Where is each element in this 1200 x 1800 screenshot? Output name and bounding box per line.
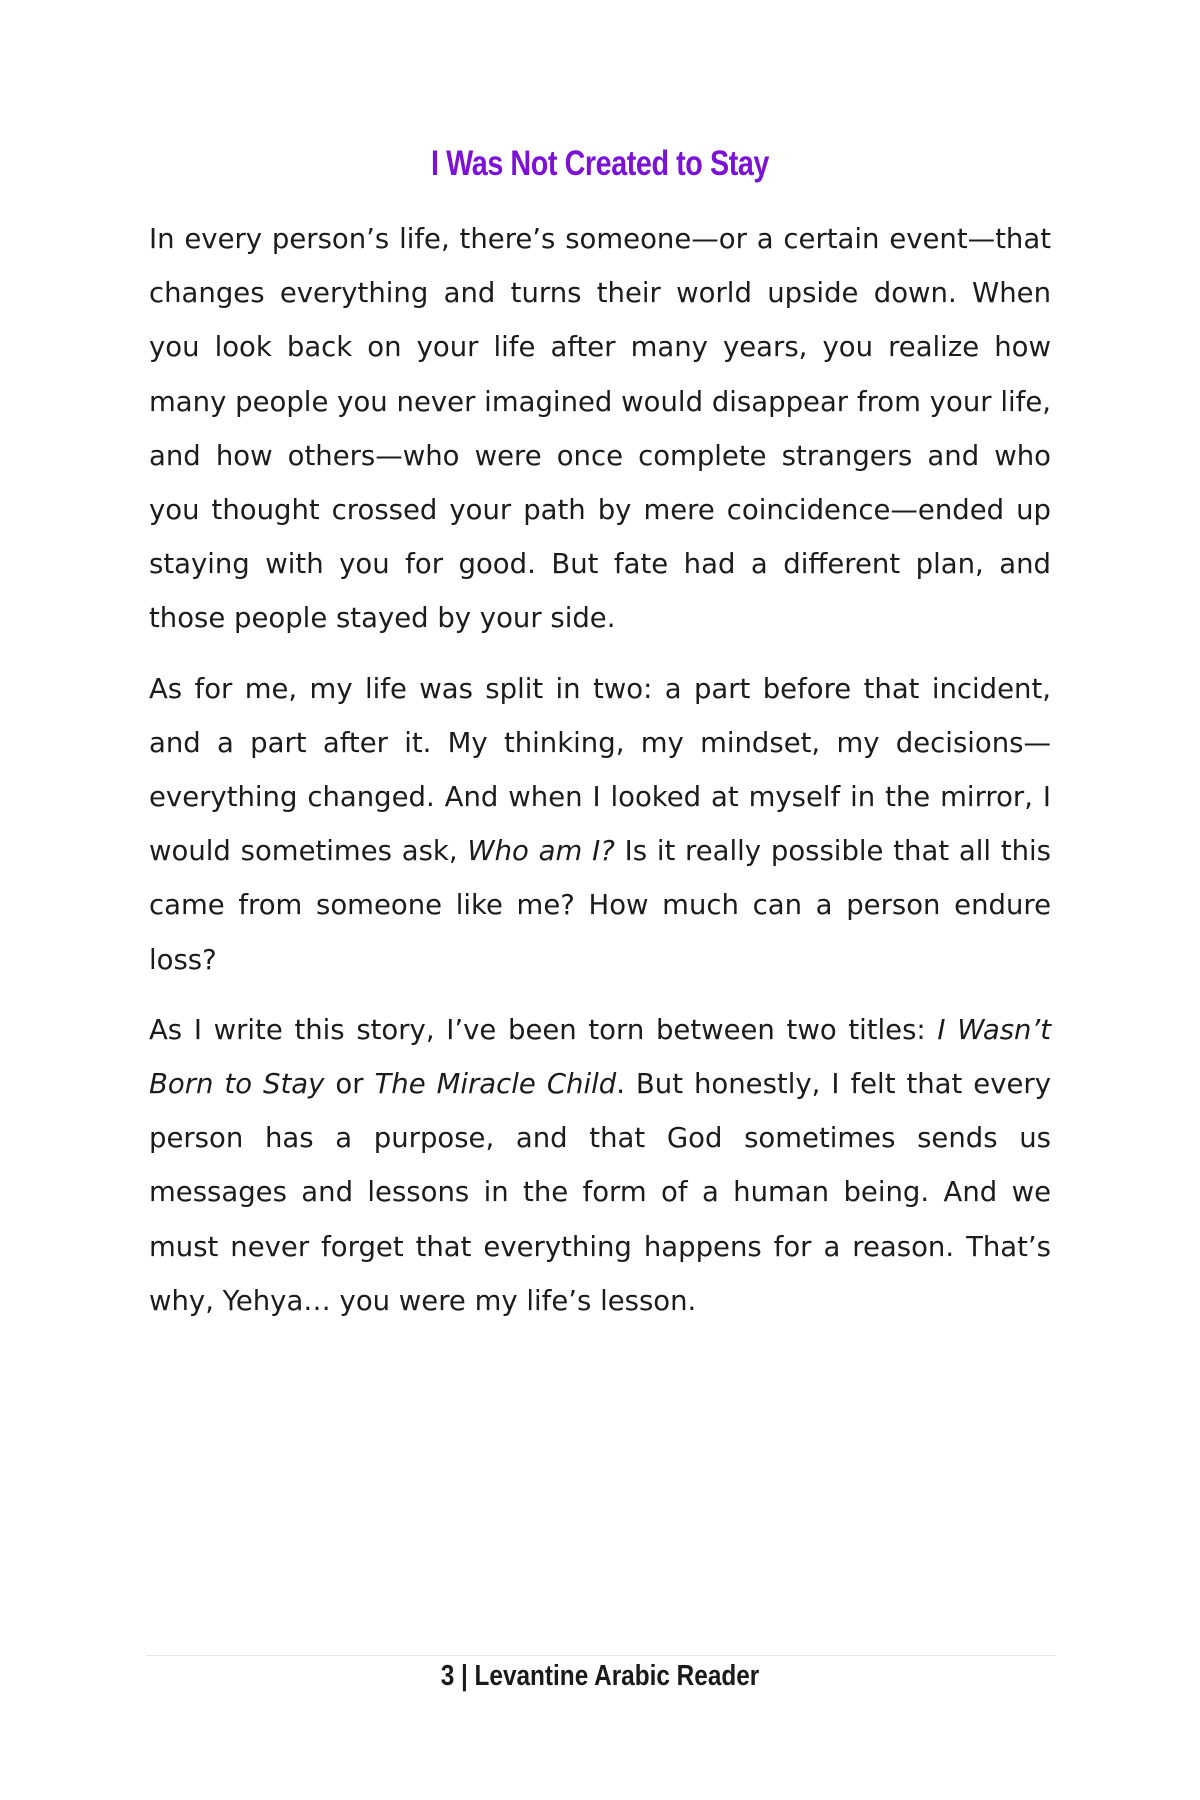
italic-phrase: Who am I?	[467, 835, 615, 868]
paragraph-text: . But honestly, I felt that every person has a purpose, and that God sometimes sends us messages and lessons in the form of a human being. And we must never forget that everything happens for a reason. That’s why, Yehya… you were my life’s lesson.	[149, 1068, 1051, 1317]
book-title: Levantine Arabic Reader	[474, 1660, 760, 1692]
paragraph-text: In every person’s life, there’s someone—or a certain event—that changes everything and turns their world upside down. When you look back on your life after many years, you realize how many people you never imagined would disappear from your life, and how others—who were once complete strangers and who you thought crossed your path by mere coincidence—ended up staying with you for good. But fate had a different plan, and those people stayed by your side.	[149, 223, 1051, 635]
paragraph-text: or	[324, 1068, 375, 1101]
page-footer	[96, 1660, 1104, 1693]
page-number: 3	[440, 1660, 455, 1692]
paragraph	[149, 662, 1051, 987]
paragraph	[149, 1003, 1051, 1328]
chapter-body	[149, 212, 1051, 1344]
paragraph-text: As I write this story, I’ve been torn between two titles:	[149, 1013, 938, 1046]
paragraph	[149, 212, 1051, 646]
italic-title: The Miracle Child	[374, 1068, 617, 1101]
chapter-title: I Was Not Created to Stay	[431, 144, 769, 183]
paragraph-text: Is it really possible that all this came from someone like me? How much can a person endure loss?	[149, 835, 1052, 976]
footer-separator: |	[460, 1660, 468, 1692]
footer-divider	[146, 1655, 1056, 1656]
italic-title: I Wasn’t Born to Stay	[149, 1013, 1052, 1101]
paragraph-text: As for me, my life was split in two: a part before that incident, and a part after it. My thinking, my mindset, my decisions—everything changed. And when I looked at myself in the mirror, I would sometimes ask,	[149, 672, 1051, 868]
